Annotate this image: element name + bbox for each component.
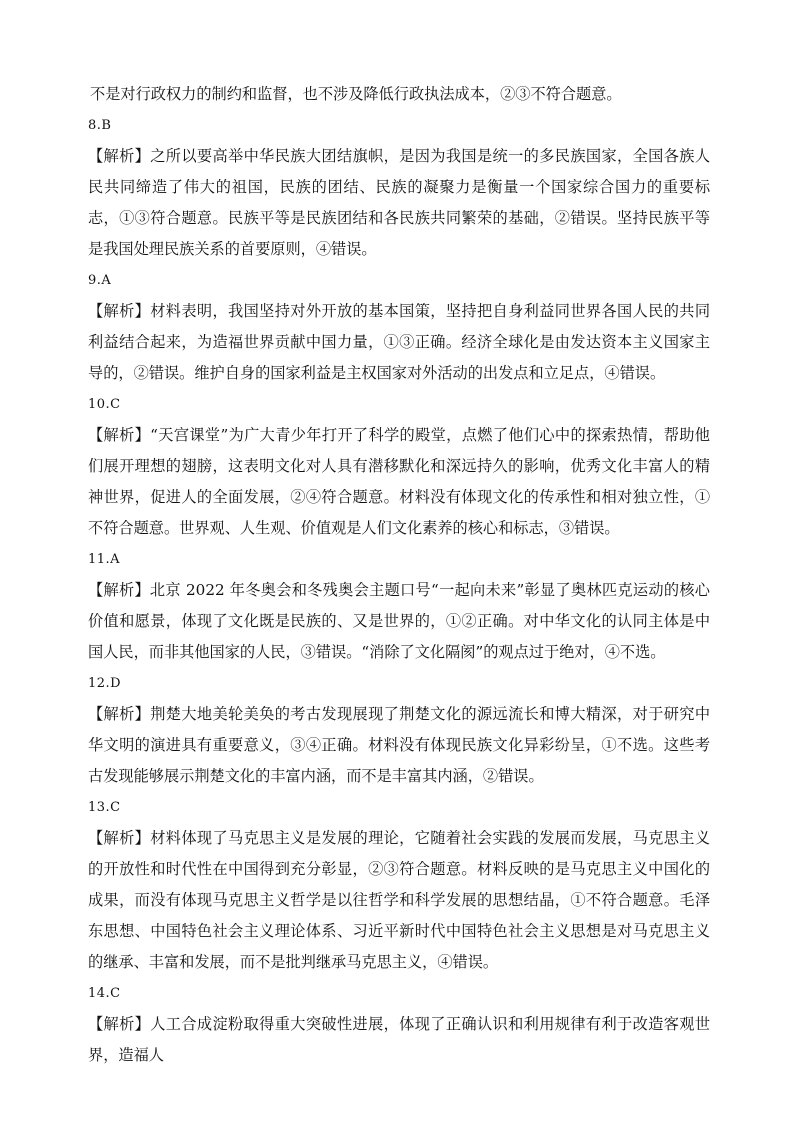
answer-analysis: 【解析】荆楚大地美轮美奂的考古发现展现了荆楚文化的源远流长和博大精深，对于研究中华文明的演进具有重要意义，③④正确。材料没有体现民族文化异彩纷呈，①不选。这些考古发现能够展示荆楚文化的丰富内涵，而不是丰富其内涵，②错误。: [88, 705, 710, 785]
answer-number: 14.C: [88, 986, 121, 1001]
answer-number: 13.C: [88, 800, 121, 815]
answer-number: 11.A: [88, 552, 121, 567]
answer-analysis: 【解析】“天宫课堂”为广大青少年打开了科学的殿堂，点燃了他们心中的探索热情，帮助他们展开理想的翅膀，这表明文化对人具有潜移默化和深远持久的影响，优秀文化丰富人的精神世界，促进人的全面发展，②④符合题意。材料没有体现文化的传承性和相对独立性，①不符合题意。世界观、人生观、价值观是人们文化素养的核心和标志，③错误。: [88, 426, 710, 537]
answer-item-13: [88, 798, 710, 978]
answer-item-14: [88, 984, 710, 1071]
answer-item-12: [88, 674, 710, 792]
answer-analysis: 【解析】材料表明，我国坚持对外开放的基本国策，坚持把自身利益同世界各国人民的共同利益结合起来，为造福世界贡献中国力量，①③正确。经济全球化是由发达资本主义国家主导的，②错误。维护自身的国家利益是主权国家对外活动的出发点和立足点，④错误。: [88, 302, 710, 382]
intro-paragraph: 不是对行政权力的制约和监督，也不涉及降低行政执法成本，②③不符合题意。: [90, 85, 622, 103]
answer-number: 10.C: [88, 397, 121, 412]
answer-number: 9.A: [88, 273, 112, 288]
answer-analysis: 【解析】人工合成淀粉取得重大突破性进展，体现了正确认识和利用规律有利于改造客观世界，造福人: [88, 1015, 710, 1064]
answer-analysis: 【解析】之所以要高举中华民族大团结旗帜，是因为我国是统一的多民族国家，全国各族人民共同缔造了伟大的祖国，民族的团结、民族的凝聚力是衡量一个国家综合国力的重要标志，①③符合题意。民族平等是民族团结和各民族共同繁荣的基础，②错误。坚持民族平等是我国处理民族关系的首要原则，④错误。: [88, 147, 710, 258]
answer-analysis: 【解析】材料体现了马克思主义是发展的理论，它随着社会实践的发展而发展，马克思主义的开放性和时代性在中国得到充分彰显，②③符合题意。材料反映的是马克思主义中国化的成果，而没有体现马克思主义哲学是以往哲学和科学发展的思想结晶，①不符合题意。毛泽东思想、中国特色社会主义理论体系、习近平新时代中国特色社会主义思想是对马克思主义的继承、丰富和发展，而不是批判继承马克思主义，④错误。: [88, 829, 710, 971]
answer-item-8: [88, 116, 710, 265]
answer-item-9: [88, 271, 710, 389]
answer-number: 8.B: [88, 118, 112, 133]
answer-analysis: 【解析】北京 2022 年冬奥会和冬残奥会主题口号“一起向未来”彰显了奥林匹克运动的核心价值和愿景，体现了文化既是民族的、又是世界的，①②正确。对中华文化的认同主体是中国人民，而非其他国家的人民，③错误。“消除了文化隔阂”的观点过于绝对，④不选。: [88, 581, 710, 661]
answer-item-10: [88, 395, 710, 544]
answer-item-11: [88, 550, 710, 668]
answer-number: 12.D: [88, 676, 122, 691]
